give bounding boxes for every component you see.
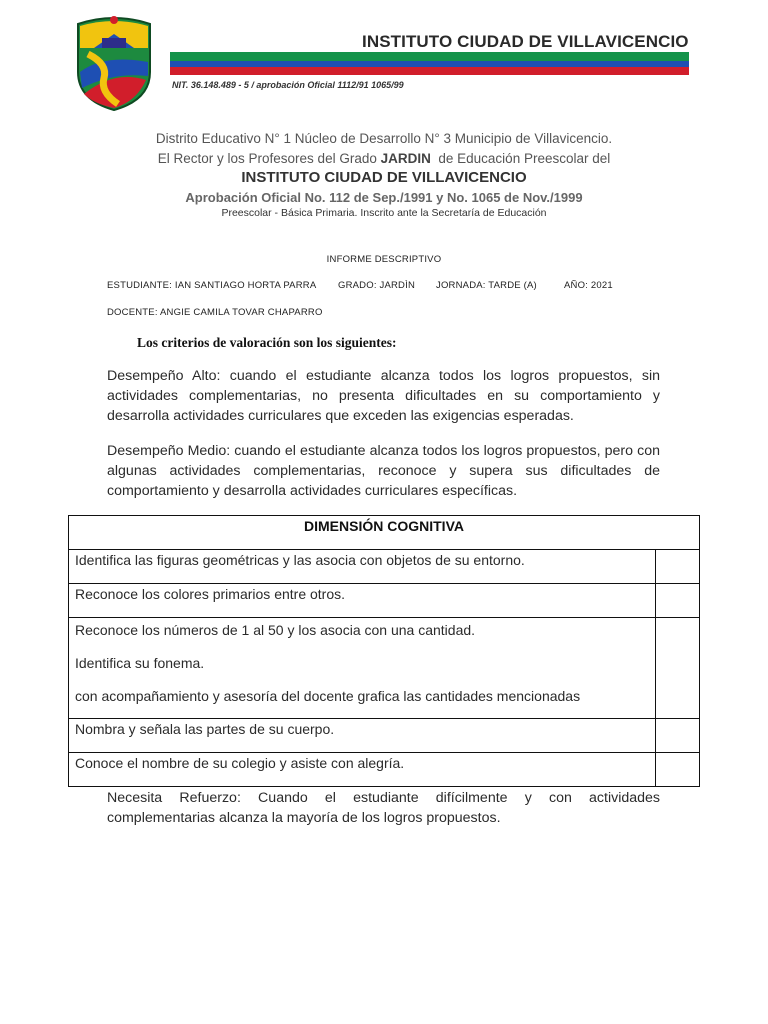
table-header: DIMENSIÓN COGNITIVA: [69, 516, 699, 550]
table-row: Identifica las figuras geométricas y las asocia con objetos de su entorno.: [69, 550, 656, 584]
student-name: ESTUDIANTE: IAN SANTIAGO HORTA PARRA: [107, 280, 317, 291]
nit-approval-line: NIT. 36.148.489 - 5 / aprobación Oficial 1112/91 1065/99: [172, 80, 404, 90]
report-title: INFORME DESCRIPTIVO: [326, 254, 442, 265]
shift-label: JORNADA: TARDE (A): [436, 280, 537, 291]
school-crest-logo: [74, 14, 154, 112]
assessment-box[interactable]: [656, 550, 699, 584]
teacher-name: DOCENTE: ANGIE CAMILA TOVAR CHAPARRO: [107, 307, 323, 318]
levels-line: Preescolar - Básica Primaria. Inscrito ante la Secretaría de Educación: [221, 207, 547, 219]
cognitive-dimension-table: [68, 515, 700, 787]
assessment-box[interactable]: [656, 719, 699, 753]
year-label: AÑO: 2021: [564, 280, 613, 291]
paragraph-necesita-refuerzo: Necesita Refuerzo: Cuando el estudiante difícilmente y con actividades complementarias alcanza la mayoría de los logros propuestos.: [107, 790, 660, 826]
row-line: Reconoce los números de 1 al 50 y los asocia con una cantidad.: [75, 622, 476, 638]
table-row: Reconoce los colores primarios entre otros.: [69, 584, 656, 618]
institution-title: INSTITUTO CIUDAD DE VILLAVICENCIO: [241, 169, 527, 186]
table-row: Conoce el nombre de su colegio y asiste con alegría.: [69, 753, 656, 786]
paragraph-desempeno-medio: Desempeño Medio: cuando el estudiante alcanza todos los logros propuestos, pero con algunas actividades complementarias, reconoce y supera sus dificultades de comportamiento y desarrolla actividades curriculares específicas.: [107, 443, 660, 499]
official-approval: Aprobación Oficial No. 112 de Sep./1991 y No. 1065 de Nov./1999: [185, 190, 583, 205]
assessment-box[interactable]: [656, 584, 699, 618]
grade-name: JARDIN: [380, 151, 431, 166]
assessment-box[interactable]: [656, 753, 699, 786]
institution-name: INSTITUTO CIUDAD DE VILLAVICENCIO: [362, 32, 689, 51]
rector-line-prefix: El Rector y los Profesores del Grado: [157, 151, 377, 166]
rector-line-suffix: de Educación Preescolar del: [438, 151, 611, 166]
assessment-box[interactable]: [656, 618, 699, 719]
district-line: Distrito Educativo N° 1 Núcleo de Desarrollo N° 3 Municipio de Villavicencio.: [155, 131, 613, 146]
paragraph-desempeno-alto: Desempeño Alto: cuando el estudiante alcanza todos los logros propuestos, sin actividades complementarias, no presenta dificultades en su comportamiento y desarrolla actividades curriculares que exceden las exigencias esperadas.: [107, 368, 660, 424]
row-line: Identifica su fonema.: [75, 655, 205, 671]
criteria-title: Los criterios de valoración son los siguientes:: [137, 335, 397, 350]
table-row: [69, 618, 656, 719]
flag-stripes: [170, 52, 689, 76]
row-line: con acompañamiento y asesoría del docente grafica las cantidades mencionadas: [75, 688, 581, 704]
table-row: Nombra y señala las partes de su cuerpo.: [69, 719, 656, 753]
rector-line: [0, 151, 768, 166]
grade-label: GRADO: JARDÌN: [338, 280, 416, 291]
